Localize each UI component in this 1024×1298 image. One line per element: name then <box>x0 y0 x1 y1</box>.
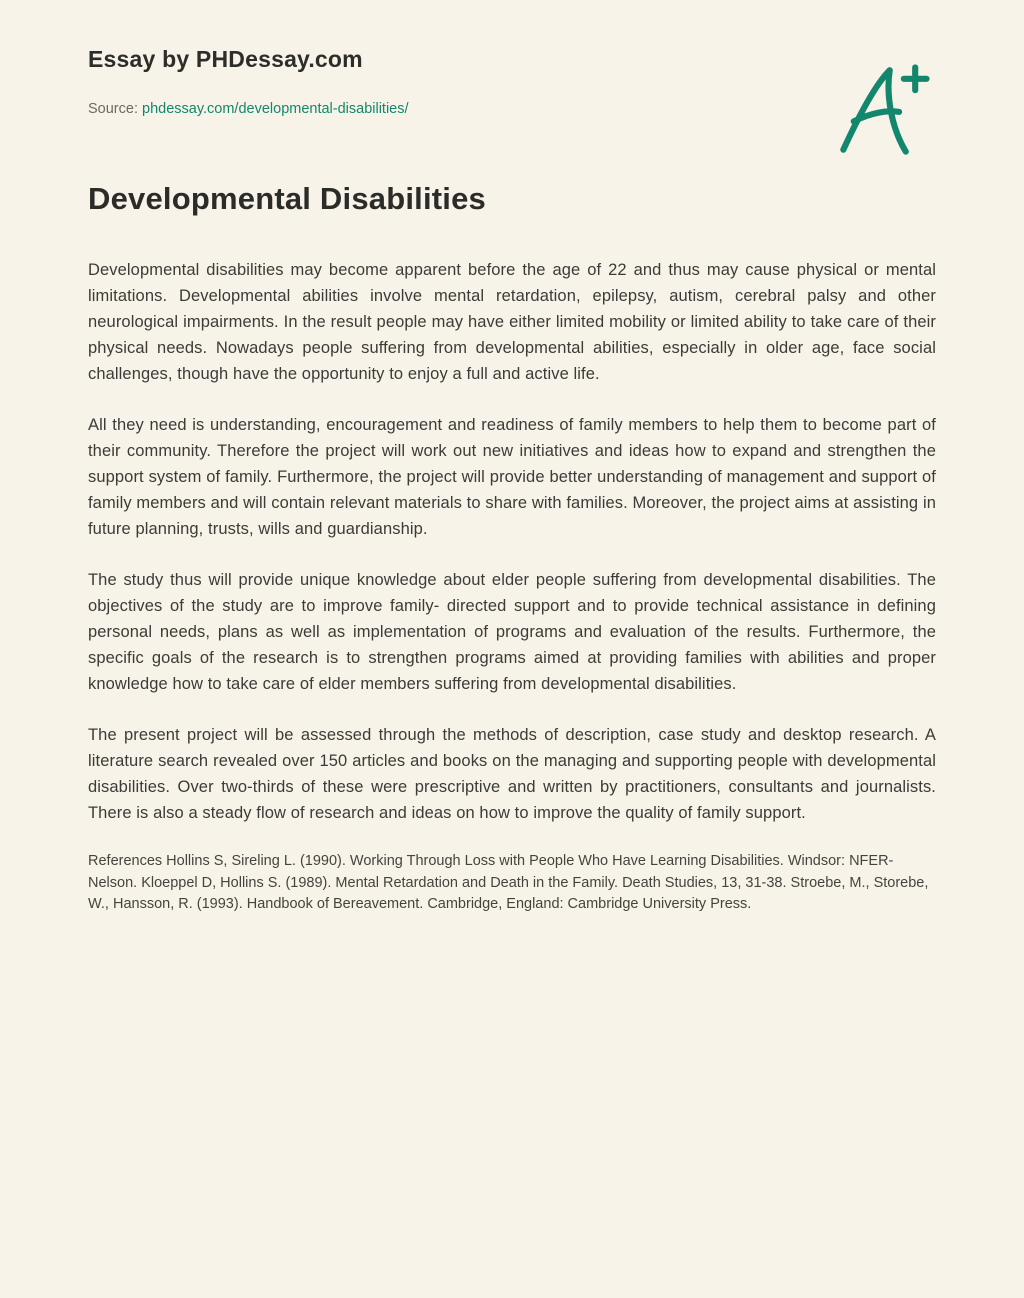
article-title: Developmental Disabilities <box>88 181 486 216</box>
paragraph-4: The present project will be assessed through the methods of description, case study and desktop research. A literature search revealed over 150 articles and books on the managing and supporting people with developmental disabilities. Over two-thirds of these were prescriptive and written by practitioners, consultants and journalists. There is also a steady flow of research and ideas on how to improve the quality of family support. <box>88 726 936 822</box>
article-body <box>88 257 936 826</box>
references-block: References Hollins S, Sireling L. (1990). Working Through Loss with People Who Have Learning Disabilities. Windsor: NFER-Nelson. Kloeppel D, Hollins S. (1989). Mental Retardation and Death in the Family. Death Studies, 13, 31-38. Stroebe, M., Storebe, W., Hansson, R. (1993). Handbook of Bereavement. Cambridge, England: Cambridge University Press. <box>88 853 929 912</box>
page-title: Essay by PHDessay.com <box>88 46 363 72</box>
source-line <box>88 101 936 117</box>
phdessay-logo <box>832 58 936 162</box>
page-header <box>88 0 936 117</box>
source-label: Source: <box>88 101 138 117</box>
source-link[interactable]: phdessay.com/developmental-disabilities/ <box>142 101 409 117</box>
a-plus-logo-icon <box>832 58 936 162</box>
paragraph-2: All they need is understanding, encouragement and readiness of family members to help them to become part of their community. Therefore the project will work out new initiatives and ideas how to expand and strengthen the support system of family. Furthermore, the project will provide better understanding of management and support of family members and will contain relevant materials to share with families. Moreover, the project aims at assisting in future planning, trusts, wills and guardianship. <box>88 416 936 538</box>
paragraph-1: Developmental disabilities may become apparent before the age of 22 and thus may cause physical or mental limitations. Developmental abilities involve mental retardation, epilepsy, autism, cerebral palsy and other neurological impairments. In the result people may have either limited mobility or limited ability to take care of their physical needs. Nowadays people suffering from developmental abilities, especially in older age, face social challenges, though have the opportunity to enjoy a full and active life. <box>88 261 936 383</box>
paragraph-3: The study thus will provide unique knowledge about elder people suffering from developmental disabilities. The objectives of the study are to improve family- directed support and to provide technical assistance in defining personal needs, plans as well as implementation of programs and evaluation of the results. Furthermore, the specific goals of the research is to strengthen programs aimed at providing families with abilities and proper knowledge how to take care of elder members suffering from developmental disabilities. <box>88 571 936 693</box>
